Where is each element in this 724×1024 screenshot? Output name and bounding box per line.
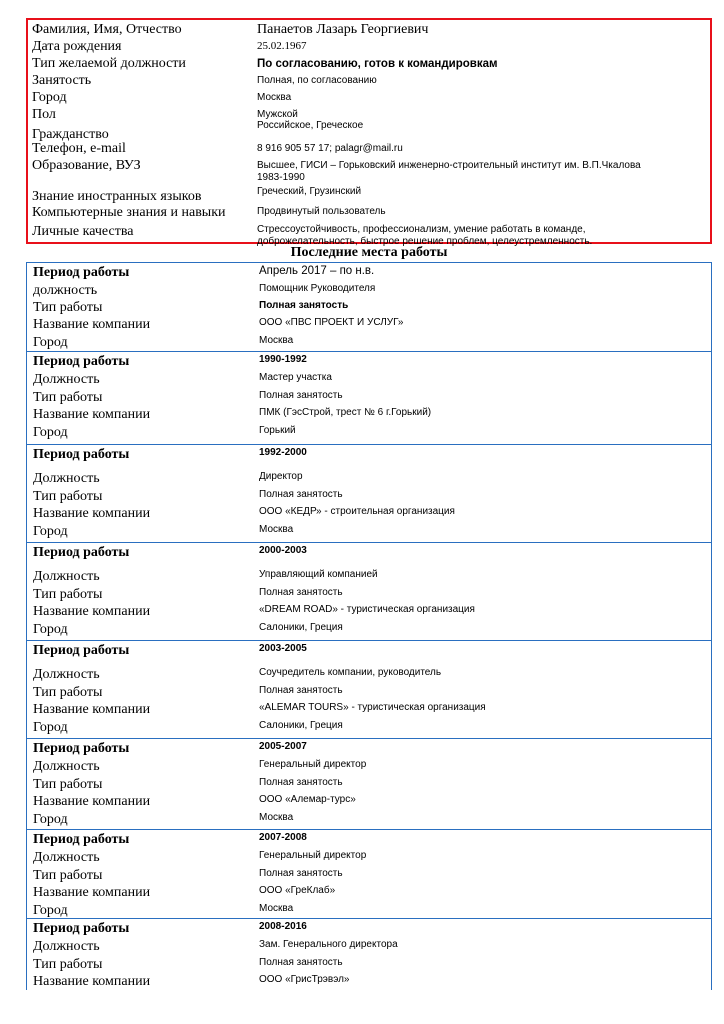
row-contacts xyxy=(32,141,710,158)
qualities-line-1: Стрессоустойчивость, профессионализм, умение работать в команде, xyxy=(257,224,586,235)
row-gender xyxy=(32,107,710,124)
job-position-value: Генеральный директор xyxy=(259,759,367,770)
job-company-row xyxy=(27,603,711,621)
job-company-row xyxy=(27,701,711,719)
job-type-value: Полная занятость xyxy=(259,488,343,500)
job-type-label: Тип работы xyxy=(33,389,103,405)
job-period-row xyxy=(27,919,711,938)
job-city-label: Город xyxy=(33,719,68,735)
value-gender: Мужской xyxy=(257,109,298,120)
job-city-row xyxy=(27,902,711,920)
job-position-row xyxy=(27,666,711,684)
job-company-label: Название компании xyxy=(33,317,151,332)
row-employment xyxy=(32,73,710,90)
job-period-label: Период работы xyxy=(33,265,130,280)
job-city-value: Москва xyxy=(259,335,294,346)
job-block xyxy=(26,739,712,830)
job-position-row xyxy=(27,470,711,488)
row-name xyxy=(32,22,710,39)
job-position-label: Должность xyxy=(33,667,100,682)
job-period-label: Период работы xyxy=(33,921,130,936)
job-type-row xyxy=(27,586,711,604)
label-personal-qualities: Личные качества xyxy=(32,224,134,239)
value-education xyxy=(257,158,641,184)
row-city xyxy=(32,90,710,107)
job-position-value: Генеральный директор xyxy=(259,850,367,861)
job-position-label: Должность xyxy=(33,939,100,954)
job-type-label: Тип работы xyxy=(33,488,103,504)
label-citizenship: Гражданство xyxy=(32,127,109,142)
value-employment: Полная, по согласованию xyxy=(257,75,377,86)
section-title-recent-jobs: Последние места работы xyxy=(290,245,448,260)
job-type-row xyxy=(27,488,711,506)
label-computer-skills: Компьютерные знания и навыки xyxy=(32,205,226,220)
job-type-row xyxy=(27,867,711,885)
job-block xyxy=(26,543,712,641)
job-city-row xyxy=(27,719,711,737)
job-position-value: Зам. Генерального директора xyxy=(259,939,398,950)
phone-email-text: 8 916 905 57 17; palagr@mail.ru xyxy=(257,143,403,154)
job-company-row xyxy=(27,316,711,334)
label-employment: Занятость xyxy=(32,73,92,88)
value-contacts xyxy=(257,141,403,155)
value-languages: Греческий, Грузинский xyxy=(257,186,362,197)
job-position-label: должность xyxy=(33,283,98,298)
job-period-value: Апрель 2017 – по н.в. xyxy=(259,265,375,277)
job-position-label: Должность xyxy=(33,850,100,865)
job-city-label: Город xyxy=(33,811,68,827)
label-city: Город xyxy=(32,90,67,105)
job-period-label: Период работы xyxy=(33,741,130,756)
job-city-row xyxy=(27,811,711,829)
job-type-value: Полная занятость xyxy=(259,586,343,598)
job-company-value: ООО «Алемар-турс» xyxy=(259,794,356,805)
job-position-row xyxy=(27,758,711,776)
row-personal-qualities xyxy=(32,222,710,248)
row-languages xyxy=(32,186,710,203)
job-period-value: 2000-2003 xyxy=(259,545,307,556)
job-company-value: «DREAM ROAD» - туристическая организация xyxy=(259,604,475,615)
job-block xyxy=(26,641,712,739)
job-type-label: Тип работы xyxy=(33,684,103,700)
job-city-label: Город xyxy=(33,523,68,539)
row-desired-position xyxy=(32,56,710,73)
job-type-value: Полная занятость xyxy=(259,956,343,968)
value-city: Москва xyxy=(257,92,292,103)
job-city-value: Москва xyxy=(259,902,294,914)
job-period-label: Период работы xyxy=(33,447,130,462)
job-city-value: Москва xyxy=(259,811,294,823)
row-computer-skills xyxy=(32,203,710,222)
job-period-label: Период работы xyxy=(33,832,130,847)
job-position-label: Должность xyxy=(33,569,100,584)
job-type-label: Тип работы xyxy=(33,956,103,972)
job-company-value: ПМК (ГэсСтрой, трест № 6 г.Горький) xyxy=(259,407,432,418)
job-period-row xyxy=(27,830,711,849)
job-period-row xyxy=(27,352,711,371)
label-gender: Пол xyxy=(32,107,56,122)
job-city-label: Город xyxy=(33,621,68,637)
value-citizenship: Российское, Греческое xyxy=(257,120,364,131)
job-company-row xyxy=(27,406,711,424)
job-city-value: Москва xyxy=(259,523,294,535)
qualities-line-2: доброжелательность, быстрое решение проблем, целеустремленность. xyxy=(257,236,593,247)
resume-page xyxy=(26,18,712,990)
job-type-row xyxy=(27,956,711,974)
job-position-label: Должность xyxy=(33,471,100,486)
job-city-row xyxy=(27,523,711,541)
job-period-label: Период работы xyxy=(33,545,130,560)
job-type-value: Полная занятость xyxy=(259,867,343,879)
job-company-row xyxy=(27,505,711,523)
value-full-name: Панаетов Лазарь Георгиевич xyxy=(257,22,429,37)
job-position-value: Помощник Руководителя xyxy=(259,283,376,294)
label-languages: Знание иностранных языков xyxy=(32,189,202,204)
job-period-label: Период работы xyxy=(33,354,130,369)
job-type-row xyxy=(27,299,711,316)
job-city-value: Салоники, Греция xyxy=(259,621,343,633)
job-period-value: 2005-2007 xyxy=(259,741,307,752)
job-company-value: «ALEMAR TOURS» - туристическая организация xyxy=(259,702,486,713)
job-position-row xyxy=(27,282,711,299)
value-birthdate: 25.02.1967 xyxy=(257,40,307,52)
job-city-value: Горький xyxy=(259,424,296,436)
job-type-label: Тип работы xyxy=(33,300,103,315)
row-citizenship xyxy=(32,120,710,142)
label-full-name: Фамилия, Имя, Отчество xyxy=(32,22,182,37)
job-position-row xyxy=(27,938,711,956)
job-company-label: Название компании xyxy=(33,702,151,717)
job-block xyxy=(26,919,712,990)
job-company-label: Название компании xyxy=(33,604,151,619)
job-position-row xyxy=(27,371,711,389)
education-institution: Высшее, ГИСИ – Горьковский инженерно-строительный институт им. В.П.Чкалова xyxy=(257,160,641,171)
job-period-row xyxy=(27,543,711,568)
value-personal-qualities xyxy=(257,222,592,248)
job-type-label: Тип работы xyxy=(33,867,103,883)
job-city-value: Салоники, Греция xyxy=(259,719,343,731)
job-city-label: Город xyxy=(33,335,68,350)
job-type-row xyxy=(27,684,711,702)
value-desired-position: По согласованию, готов к командировкам xyxy=(257,58,498,70)
job-position-label: Должность xyxy=(33,372,100,387)
job-type-row xyxy=(27,776,711,794)
job-company-label: Название компании xyxy=(33,974,151,989)
job-company-value: ООО «ПВС ПРОЕКТ И УСЛУГ» xyxy=(259,317,404,328)
job-company-value: ООО «ГреКлаб» xyxy=(259,885,336,896)
job-company-label: Название компании xyxy=(33,506,151,521)
job-block xyxy=(26,445,712,543)
row-birthdate xyxy=(32,39,710,56)
job-type-label: Тип работы xyxy=(33,586,103,602)
job-period-value: 1990-1992 xyxy=(259,354,307,365)
job-company-value: ООО «ГрисТрэвэл» xyxy=(259,974,350,985)
job-period-value: 1992-2000 xyxy=(259,447,307,458)
job-position-value: Мастер участка xyxy=(259,372,332,383)
job-position-row xyxy=(27,849,711,867)
job-period-value: 2007-2008 xyxy=(259,832,307,843)
job-type-value: Полная занятость xyxy=(259,776,343,788)
job-company-value: ООО «КЕДР» - строительная организация xyxy=(259,506,455,517)
job-type-row xyxy=(27,389,711,407)
job-period-value: 2003-2005 xyxy=(259,643,307,654)
label-education: Образование, ВУЗ xyxy=(32,158,141,173)
job-type-value: Полная занятость xyxy=(259,389,343,401)
job-company-label: Название компании xyxy=(33,794,151,809)
education-years: 1983-1990 xyxy=(257,172,305,183)
job-company-row xyxy=(27,973,711,991)
label-desired-position: Тип желаемой должности xyxy=(32,56,186,71)
job-type-value: Полная занятость xyxy=(259,300,349,311)
job-position-value: Соучредитель компании, руководитель xyxy=(259,667,442,678)
job-period-row xyxy=(27,263,711,282)
job-city-label: Город xyxy=(33,902,68,918)
job-period-row xyxy=(27,739,711,758)
job-city-row xyxy=(27,334,711,351)
job-company-label: Название компании xyxy=(33,407,151,422)
label-contacts: Телефон, e-mail xyxy=(32,141,126,156)
job-city-label: Город xyxy=(33,424,68,440)
value-computer-skills: Продвинутый пользователь xyxy=(257,206,386,217)
job-block xyxy=(26,830,712,919)
job-block xyxy=(26,352,712,445)
job-company-row xyxy=(27,884,711,902)
job-city-row xyxy=(27,424,711,442)
personal-info-block xyxy=(26,18,712,247)
job-position-label: Должность xyxy=(33,759,100,774)
row-education xyxy=(32,158,710,186)
job-period-row xyxy=(27,641,711,666)
job-period-value: 2008-2016 xyxy=(259,921,307,932)
job-company-label: Название компании xyxy=(33,885,151,900)
label-birthdate: Дата рождения xyxy=(32,39,122,54)
job-type-label: Тип работы xyxy=(33,776,103,792)
job-type-value: Полная занятость xyxy=(259,684,343,696)
job-position-row xyxy=(27,568,711,586)
job-city-row xyxy=(27,621,711,639)
job-position-value: Управляющий компанией xyxy=(259,569,378,580)
job-company-row xyxy=(27,793,711,811)
job-block xyxy=(26,262,712,352)
job-period-row xyxy=(27,445,711,470)
job-period-label: Период работы xyxy=(33,643,130,658)
job-position-value: Директор xyxy=(259,471,303,482)
